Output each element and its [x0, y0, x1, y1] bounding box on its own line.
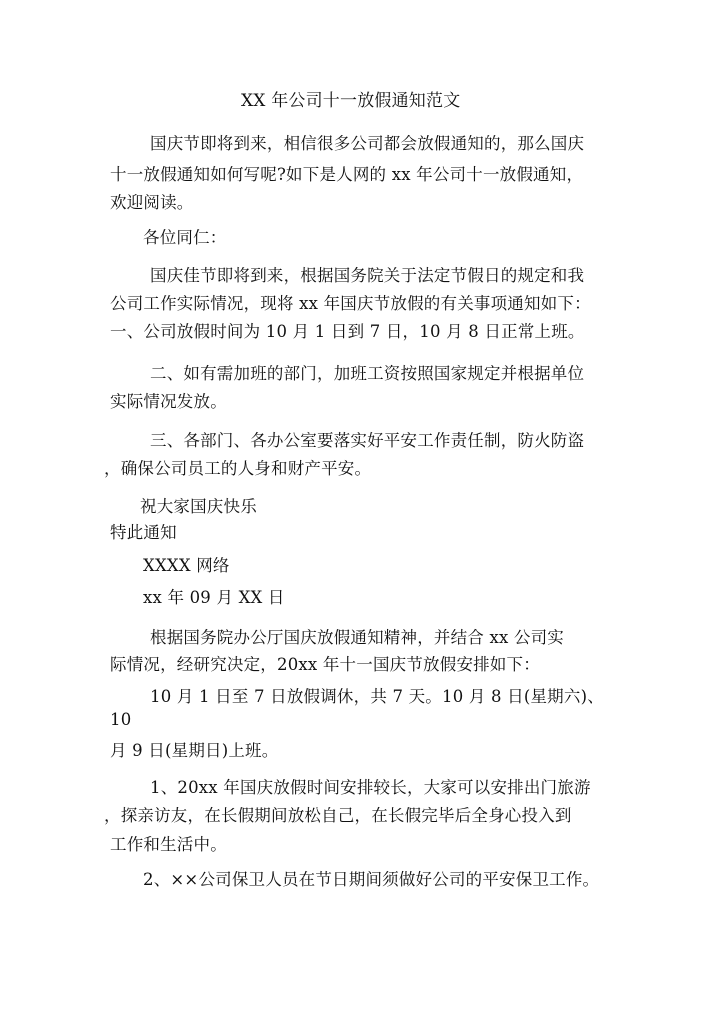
list-item-line: 工作和生活中。 — [110, 835, 227, 854]
intro-line: 欢迎阅读。 — [110, 193, 194, 212]
paragraph-line: ，确保公司员工的人身和财产平安。 — [104, 459, 372, 478]
paragraph-line: 公司工作实际情况，现将 xx 年国庆节放假的有关事项通知如下： — [110, 294, 591, 313]
paragraph-line: 10 月 1 日至 7 日放假调休，共 7 天。10 月 8 日(星期六)、 — [150, 687, 604, 706]
paragraph-line: 10 — [110, 710, 132, 729]
paragraph-line: 国庆佳节即将到来，根据国务院关于法定节假日的规定和我 — [150, 266, 585, 285]
salutation: 各位同仁： — [143, 228, 227, 247]
paragraph-line: 实际情况发放。 — [110, 392, 227, 411]
paragraph-line: 月 9 日(星期日)上班。 — [110, 741, 279, 760]
list-item-line: ，探亲访友，在长假期间放松自己，在长假完毕后全身心投入到 — [104, 806, 572, 825]
list-item-line: 1、20xx 年国庆放假时间安排较长，大家可以安排出门旅游 — [150, 778, 591, 797]
paragraph-line: 三、各部门、各办公室要落实好平安工作责任制，防火防盗 — [150, 431, 585, 450]
paragraph-line: 一、公司放假时间为 10 月 1 日到 7 日，10 月 8 日正常上班。 — [110, 322, 585, 341]
paragraph-line: 根据国务院办公厅国庆放假通知精神，并结合 xx 公司实 — [150, 628, 565, 647]
intro-line: 十一放假通知如何写呢?如下是人网的 xx 年公司十一放假通知， — [110, 165, 584, 184]
intro-line: 国庆节即将到来，相信很多公司都会放假通知的，那么国庆 — [150, 134, 585, 153]
list-item-line: 2、××公司保卫人员在节日期间须做好公司的平安保卫工作。 — [143, 870, 600, 889]
signature-date: xx 年 09 月 XX 日 — [143, 588, 285, 607]
document-title: XX 年公司十一放假通知范文 — [241, 91, 461, 111]
closing-notice: 特此通知 — [110, 523, 177, 542]
closing-wish: 祝大家国庆快乐 — [140, 497, 257, 516]
paragraph-line: 际情况，经研究决定，20xx 年十一国庆节放假安排如下： — [110, 655, 540, 674]
paragraph-line: 二、如有需加班的部门，加班工资按照国家规定并根据单位 — [150, 364, 585, 383]
signature-org: XXXX 网络 — [143, 556, 230, 575]
